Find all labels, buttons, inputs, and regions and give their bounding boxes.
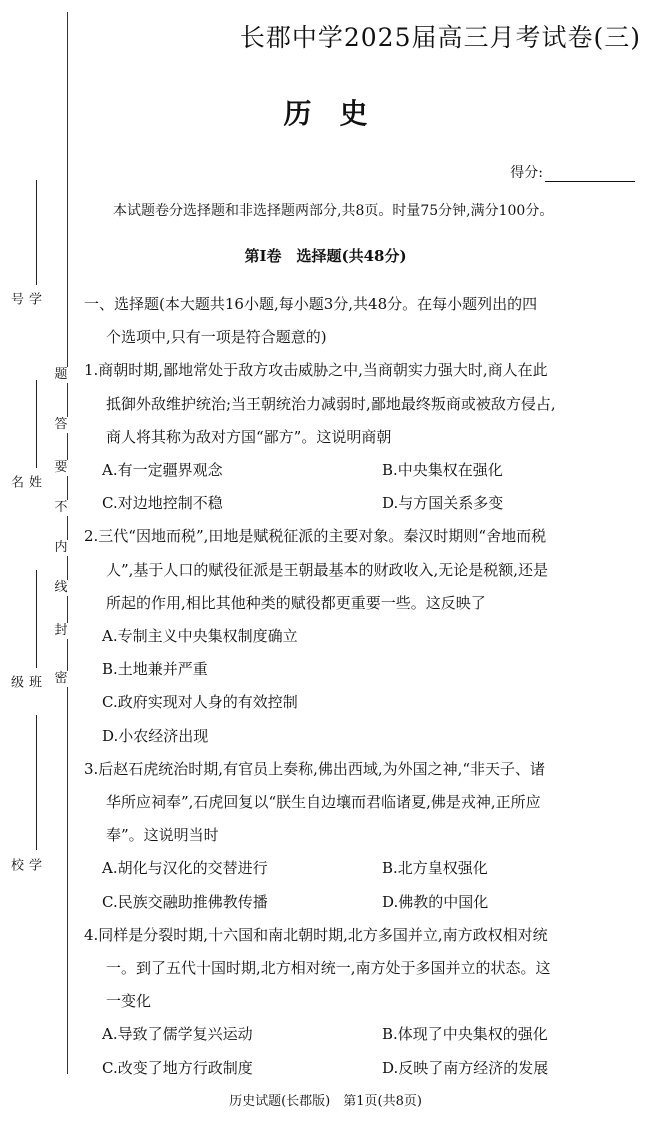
question-line: 商人将其称为敌对方国“鄙方”。这说明商朝 <box>106 427 392 446</box>
option-c[interactable]: C.改变了地方行政制度 <box>102 1058 253 1077</box>
exam-title: 长郡中学2025届高三月考试卷(三) <box>239 23 641 52</box>
option-b[interactable]: B.体现了中央集权的强化 <box>382 1025 548 1044</box>
question-line: 人”,基于人口的赋役征派是王朝最基本的财政收入,无论是税额,还是 <box>106 560 548 579</box>
score-blank[interactable] <box>545 167 635 182</box>
question-line: 4.同样是分裂时期,十六国和南北朝时期,北方多国并立,南方政权相对统 <box>84 925 548 944</box>
student-id-label: 学号 <box>8 292 41 305</box>
question-line: 抵御外敌维护统治;当王朝统治力减弱时,鄙地最终叛商或被敌方侵占, <box>106 394 556 413</box>
option-a[interactable]: A.导致了儒学复兴运动 <box>102 1025 253 1044</box>
question-line: 3.后赵石虎统治时期,有官员上奏称,佛出西域,为外国之神,“非天子、诸 <box>84 759 546 778</box>
option-row <box>84 454 640 487</box>
option-b[interactable]: B.土地兼并严重 <box>102 660 208 679</box>
seal-char: 线 <box>54 580 68 595</box>
binding-margin <box>0 0 75 1122</box>
question-2 <box>84 520 640 752</box>
option-row <box>84 1052 640 1085</box>
seal-char: 不 <box>54 500 68 515</box>
question-line: 华所应祠奉”,石虎回复以“朕生自边壤而君临诸夏,佛是戎神,正所应 <box>106 793 541 812</box>
option-b[interactable]: B.北方皇权强化 <box>382 859 488 878</box>
question-3 <box>84 753 640 919</box>
question-line: 奉”。这说明当时 <box>106 826 219 845</box>
name-label: 姓名 <box>8 475 41 488</box>
option-d[interactable]: D.小农经济出现 <box>102 726 209 745</box>
school-label: 学校 <box>8 858 41 871</box>
seal-char: 封 <box>54 623 68 638</box>
option-row <box>84 1018 640 1051</box>
option-c[interactable]: C.民族交融助推佛教传播 <box>102 892 268 911</box>
page-footer: 历史试题(长郡版) 第1页(共8页) <box>229 1094 422 1109</box>
subject-title: 历 史 <box>283 97 368 130</box>
option-a[interactable]: A.专制主义中央集权制度确立 <box>102 627 298 646</box>
option-d[interactable]: D.反映了南方经济的发展 <box>382 1058 549 1077</box>
option-a[interactable]: A.胡化与汉化的交替进行 <box>102 859 268 878</box>
option-row <box>84 852 640 885</box>
question-line: 1.商朝时期,鄙地常处于敌方攻击威胁之中,当商朝实力强大时,商人在此 <box>84 361 548 380</box>
section-heading-line: 个选项中,只有一项是符合题意的) <box>106 328 327 347</box>
seal-char: 答 <box>54 417 68 432</box>
part-heading: 第Ⅰ卷 选择题(共48分) <box>244 247 407 265</box>
seal-char: 内 <box>54 540 68 555</box>
question-line: 一。到了五代十国时期,北方相对统一,南方处于多国并立的状态。这 <box>106 959 551 978</box>
question-content <box>84 288 640 1085</box>
question-line: 2.三代“因地而税”,田地是赋税征派的主要对象。秦汉时期则“舍地而税 <box>84 527 547 546</box>
option-row <box>84 886 640 919</box>
option-d[interactable]: D.与方国关系多变 <box>382 494 504 513</box>
exam-intro: 本试题卷分选择题和非选择题两部分,共8页。时量75分钟,满分100分。 <box>113 203 554 219</box>
seal-char: 题 <box>54 367 68 382</box>
option-b[interactable]: B.中央集权在强化 <box>382 461 503 480</box>
question-line: 一变化 <box>106 992 152 1011</box>
option-c[interactable]: C.对边地控制不稳 <box>102 494 223 513</box>
class-label: 班级 <box>8 675 41 688</box>
seal-char: 密 <box>54 671 68 686</box>
score-box <box>510 162 635 182</box>
question-4 <box>84 919 640 1085</box>
question-1 <box>84 354 640 520</box>
option-d[interactable]: D.佛教的中国化 <box>382 892 489 911</box>
seal-char: 要 <box>54 460 68 475</box>
question-line: 所起的作用,相比其他种类的赋役都更重要一些。这反映了 <box>106 593 486 612</box>
section-heading-line: 一、选择题(本大题共16小题,每小题3分,共48分。在每小题列出的四 <box>84 295 538 313</box>
score-label: 得分: <box>510 165 543 181</box>
option-row <box>84 487 640 520</box>
option-c[interactable]: C.政府实现对人身的有效控制 <box>102 693 298 712</box>
option-a[interactable]: A.有一定疆界观念 <box>102 461 223 480</box>
